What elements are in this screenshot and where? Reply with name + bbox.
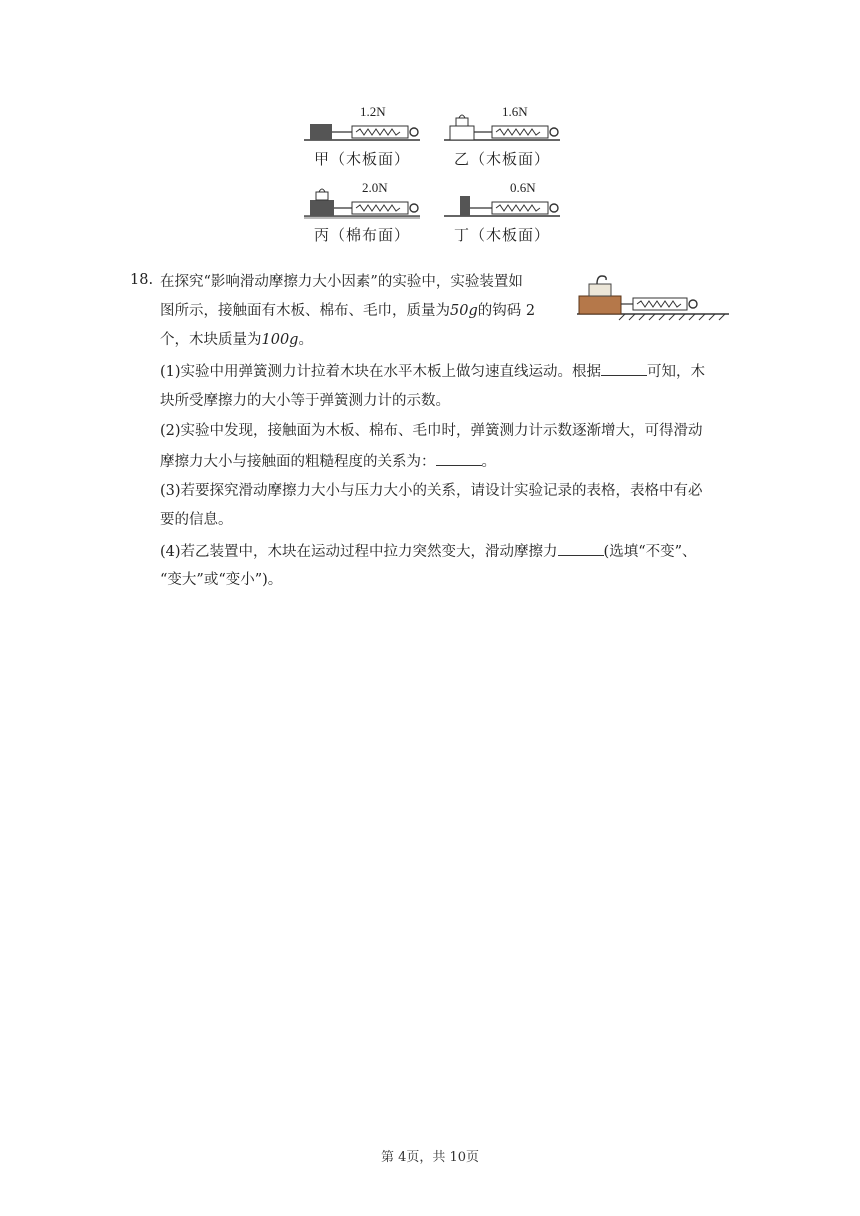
- subquestion-1-cont: 块所受摩擦力的大小等于弹簧测力计的示数。: [160, 393, 450, 409]
- friction-figure-grid: [300, 104, 570, 246]
- subquestion-2-cont: 摩擦力大小与接触面的粗糙程度的关系为： 。: [160, 451, 496, 472]
- figure-caption: 丁（木板面）: [453, 226, 550, 244]
- apparatus-illustration: [577, 272, 729, 322]
- scale-reading: 2.0N: [362, 180, 388, 195]
- answer-blank[interactable]: [436, 451, 482, 466]
- subquestion-3: (3)若要探究滑动摩擦力大小与压力大小的关系，请设计实验记录的表格，表格中有必: [160, 483, 703, 499]
- subquestion-2: (2)实验中发现，接触面为木板、棉布、毛巾时，弹簧测力计示数逐渐增大，可得滑动: [160, 423, 703, 439]
- subquestion-4: (4)若乙装置中，木块在运动过程中拉力突然变大，滑动摩擦力 (选填“不变”、: [160, 541, 697, 562]
- scale-reading: 1.2N: [360, 104, 386, 119]
- scale-reading: 1.6N: [502, 104, 528, 119]
- page-footer: 第 4页，共 10页: [380, 1150, 480, 1165]
- figure-caption: 甲（木板面）: [313, 150, 410, 168]
- spring-scale-diagram: [440, 180, 564, 224]
- figure-caption: 乙（木板面）: [453, 150, 550, 168]
- question-stem-line: 图所示，接触面有木板、棉布、毛巾，质量为50g的钩码 2: [160, 303, 536, 319]
- answer-blank[interactable]: [558, 541, 604, 556]
- figure-panel-ding: [440, 180, 564, 246]
- scale-reading: 0.6N: [510, 180, 536, 195]
- question-number: 18.: [130, 272, 154, 288]
- answer-blank[interactable]: [601, 361, 647, 376]
- math-mass: 100g: [261, 332, 299, 348]
- figure-panel-jia: [300, 104, 424, 170]
- figure-panel-bing: [300, 180, 424, 246]
- question-stem-line: 个，木块质量为100g。: [160, 332, 313, 348]
- figure-panel-yi: [440, 104, 564, 170]
- subquestion-3-cont: 要的信息。: [160, 512, 233, 528]
- math-mass: 50g: [450, 303, 478, 319]
- figure-caption: 丙（棉布面）: [313, 226, 410, 244]
- question-stem-line: 在探究“影响滑动摩擦力大小因素”的实验中，实验装置如: [160, 274, 523, 290]
- subquestion-1: (1)实验中用弹簧测力计拉着木块在水平木板上做匀速直线运动。根据 可知，木: [160, 361, 705, 382]
- subquestion-4-cont: “变大”或“变小”)。: [160, 572, 283, 588]
